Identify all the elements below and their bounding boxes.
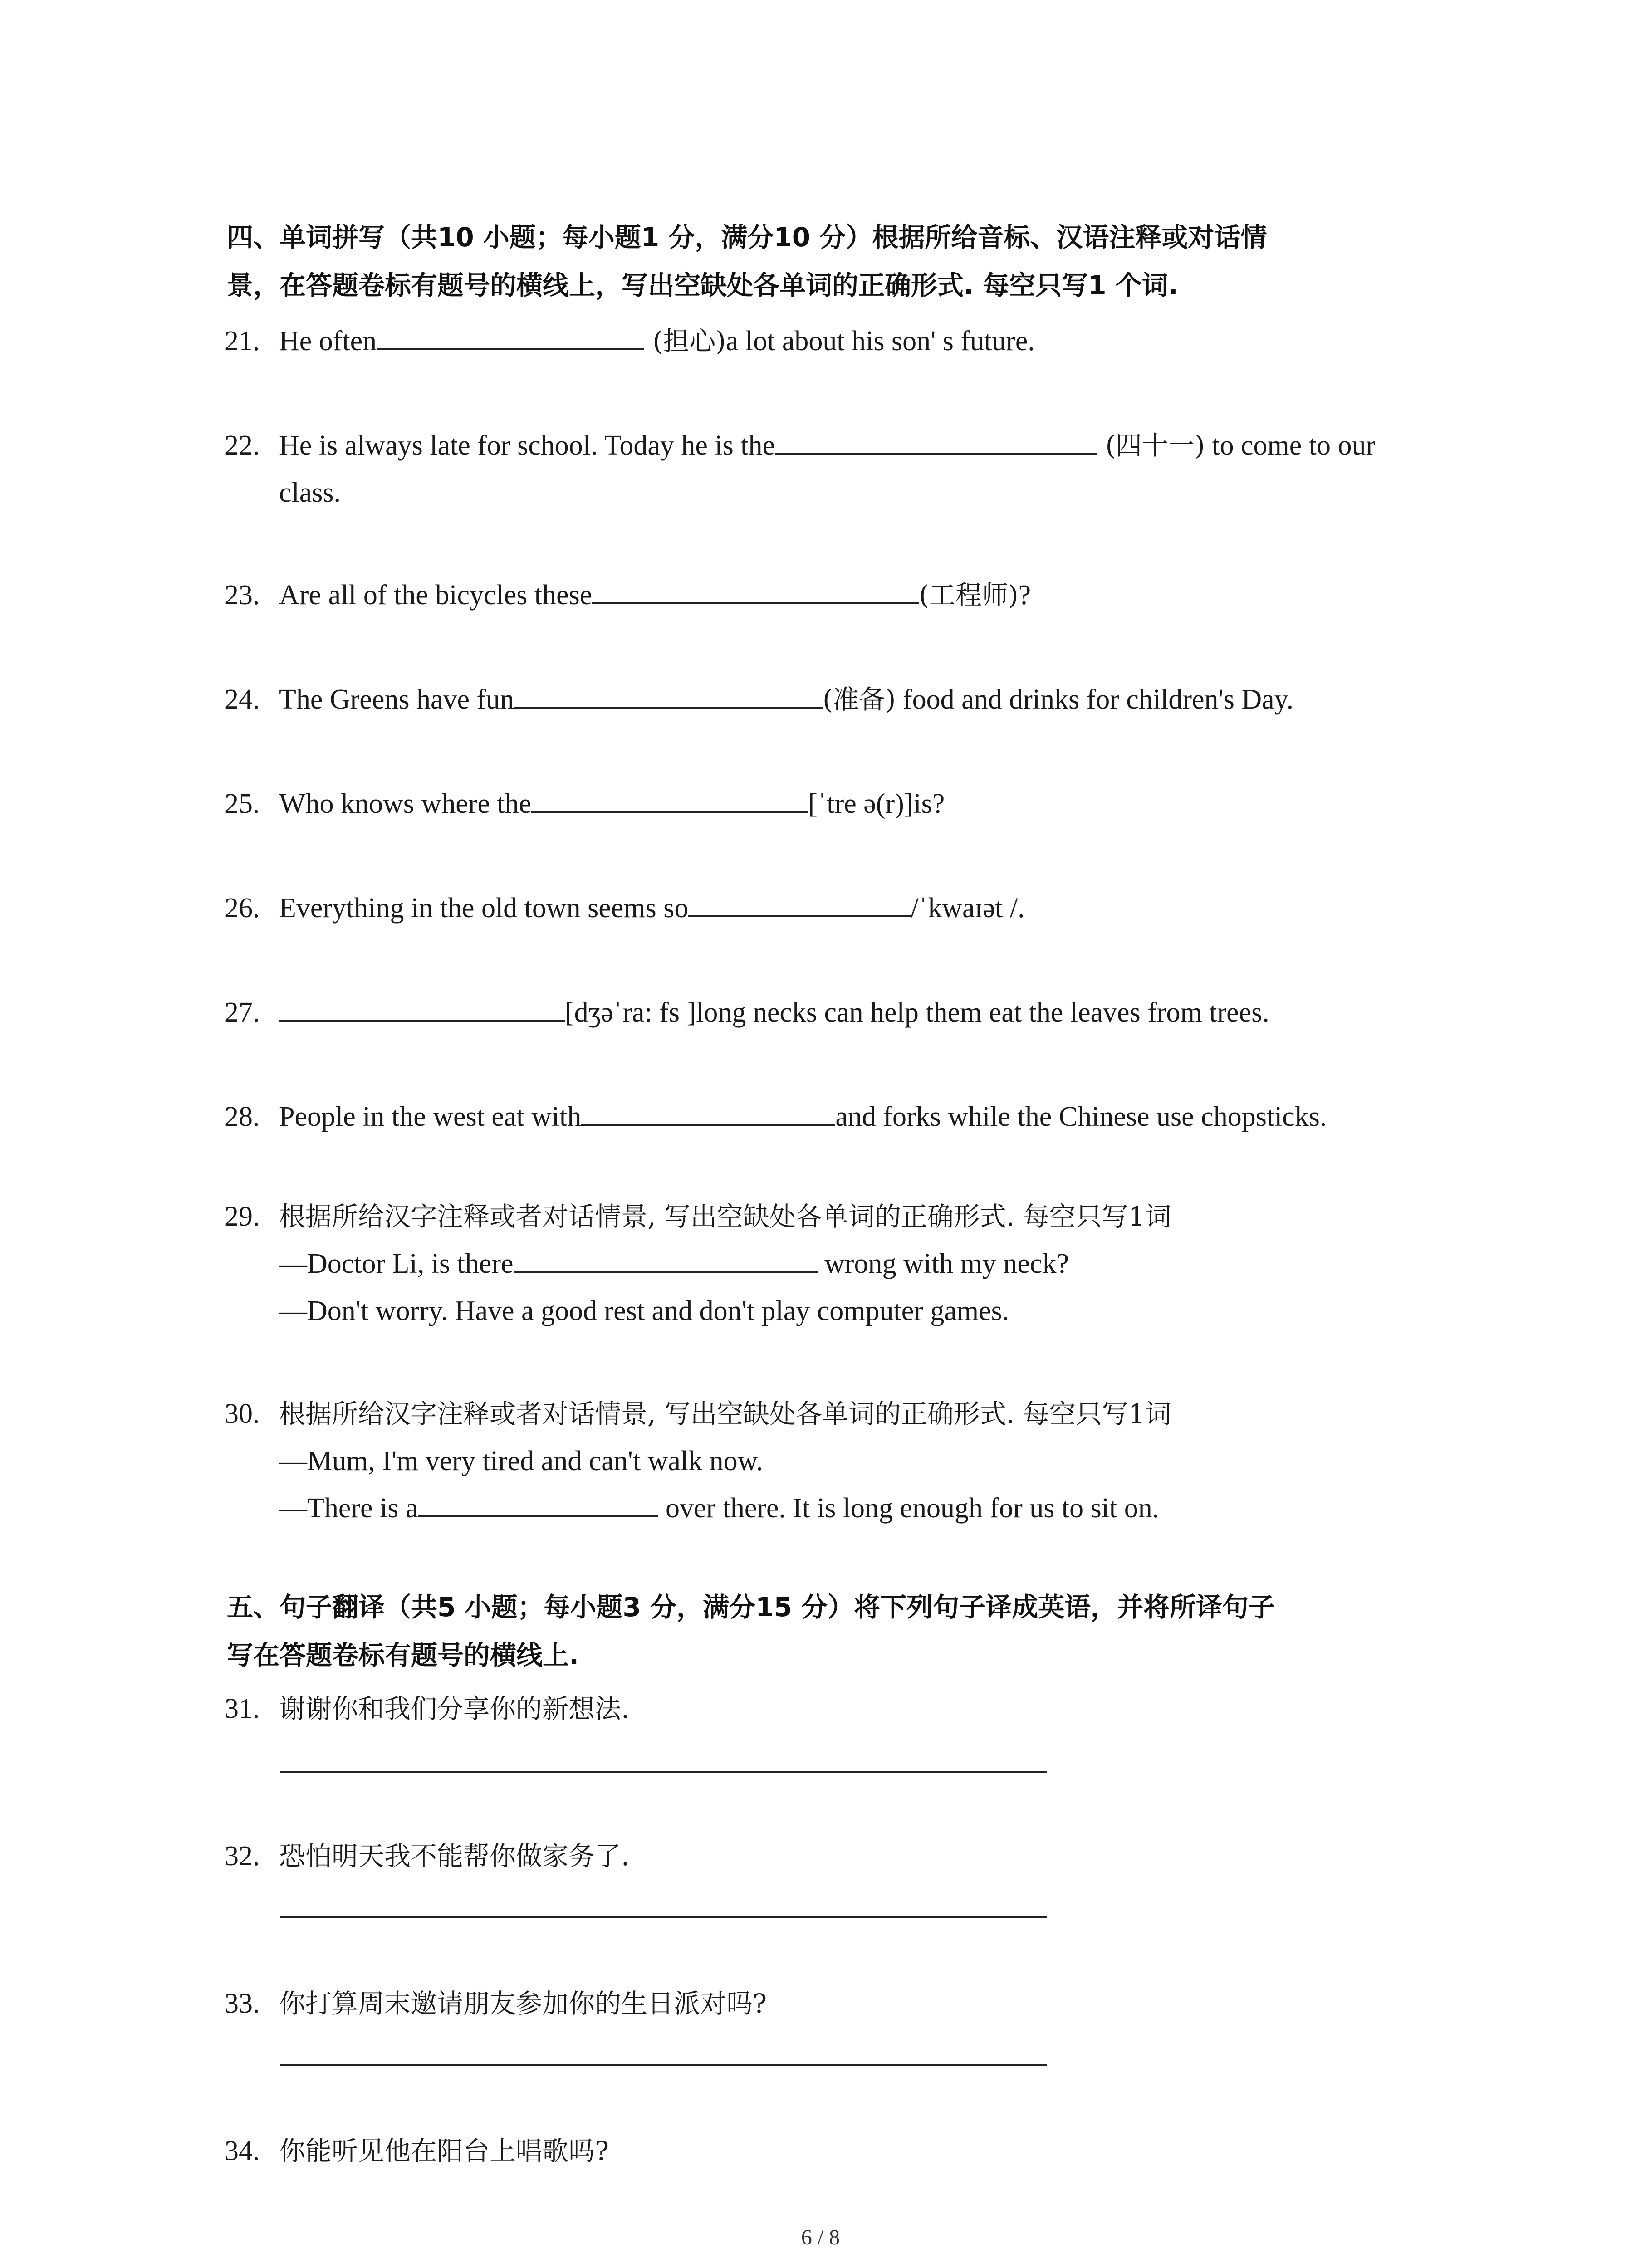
question-phonetic: [ˈtre ə(r)]is? xyxy=(808,788,945,819)
question-phonetic: /ˈkwaɪət /. xyxy=(911,893,1025,924)
answer-blank[interactable] xyxy=(514,677,823,709)
section-5-heading xyxy=(227,1583,1452,1679)
answer-blank[interactable] xyxy=(688,885,911,917)
question-text: People in the west eat with xyxy=(279,1101,582,1132)
question-34 xyxy=(225,2127,1472,2175)
question-number: 24. xyxy=(225,684,260,715)
dialogue-line: —There is a xyxy=(279,1493,418,1524)
answer-blank[interactable] xyxy=(377,318,644,350)
question-24 xyxy=(225,676,1472,723)
question-number: 34. xyxy=(225,2136,260,2166)
question-text: 谢谢你和我们分享你的新想法. xyxy=(279,1693,630,1724)
answer-line[interactable] xyxy=(280,1771,1047,1773)
question-number: 29. xyxy=(225,1201,260,1232)
question-27 xyxy=(225,989,1472,1036)
question-number: 30. xyxy=(225,1398,260,1429)
question-text: He often xyxy=(279,326,377,357)
question-number: 21. xyxy=(225,326,260,357)
answer-blank[interactable] xyxy=(514,1241,818,1273)
question-number: 22. xyxy=(225,430,260,461)
question-33 xyxy=(225,1980,1472,2027)
question-32 xyxy=(225,1833,1472,1880)
question-text: Everything in the old town seems so xyxy=(279,893,689,924)
question-23 xyxy=(225,572,1472,619)
question-number: 31. xyxy=(225,1693,260,1724)
question-26 xyxy=(225,885,1472,932)
section-5-heading-line1: 五、句子翻译（共5 小题；每小题3 分，满分15 分）将下列句子译成英语，并将所译句子 xyxy=(227,1592,1275,1623)
question-22 xyxy=(225,422,1472,516)
answer-blank[interactable] xyxy=(581,1094,835,1126)
question-number: 33. xyxy=(225,1988,260,2019)
question-number: 23. xyxy=(225,580,260,611)
question-hint: (工程师) xyxy=(919,580,1019,611)
question-number: 27. xyxy=(225,997,260,1028)
question-28 xyxy=(225,1093,1472,1140)
answer-blank[interactable] xyxy=(418,1486,658,1517)
question-text: [dʒəˈra: fs ]long necks can help them eat the leaves from trees. xyxy=(565,997,1269,1028)
answer-line[interactable] xyxy=(280,2064,1047,2066)
question-text-continued: class. xyxy=(279,477,341,508)
dialogue-line: —Doctor Li, is there xyxy=(279,1248,514,1279)
answer-blank[interactable] xyxy=(531,781,808,813)
dialogue-line: —Mum, I'm very tired and can't walk now. xyxy=(279,1446,763,1476)
question-29 xyxy=(225,1193,1472,1334)
question-instruction: 根据所给汉字注释或者对话情景, 写出空缺处各单词的正确形式. 每空只写1词 xyxy=(279,1201,1171,1232)
question-text: to come to our xyxy=(1205,430,1376,461)
question-text: ? xyxy=(1018,580,1031,611)
dialogue-line: over there. It is long enough for us to sit on. xyxy=(658,1493,1160,1524)
question-text: 你能听见他在阳台上唱歌吗? xyxy=(279,2136,609,2166)
dialogue-line: —Don't worry. Have a good rest and don't play computer games. xyxy=(279,1295,1009,1326)
answer-line[interactable] xyxy=(280,1916,1047,1918)
question-text: 你打算周末邀请朋友参加你的生日派对吗? xyxy=(279,1988,767,2019)
question-text: The Greens have fun xyxy=(279,684,514,715)
answer-blank[interactable] xyxy=(279,990,565,1022)
answer-blank[interactable] xyxy=(592,572,919,604)
section-4-heading xyxy=(227,213,1452,309)
answer-blank[interactable] xyxy=(775,423,1097,455)
page-number: 6 / 8 xyxy=(801,2225,840,2249)
section-5-heading-line2: 写在答题卷标有题号的横线上. xyxy=(227,1640,579,1671)
question-text: 恐怕明天我不能帮你做家务了. xyxy=(279,1841,630,1872)
question-text: Are all of the bicycles these xyxy=(279,580,593,611)
section-4-heading-line1: 四、单词拼写（共10 小题；每小题1 分，满分10 分）根据所给音标、汉语注释或对话情 xyxy=(227,222,1267,253)
question-text: He is always late for school. Today he is the xyxy=(279,430,775,461)
question-number: 25. xyxy=(225,788,260,819)
question-hint: (准备) xyxy=(823,684,896,715)
question-number: 32. xyxy=(225,1841,260,1872)
question-25 xyxy=(225,780,1472,827)
dialogue-line: wrong with my neck? xyxy=(817,1248,1069,1279)
question-text: food and drinks for children's Day. xyxy=(896,684,1294,715)
question-text: Who knows where the xyxy=(279,788,532,819)
question-number: 26. xyxy=(225,893,260,924)
question-number: 28. xyxy=(225,1101,260,1132)
question-hint: (四十一) xyxy=(1097,430,1205,461)
question-instruction: 根据所给汉字注释或者对话情景, 写出空缺处各单词的正确形式. 每空只写1词 xyxy=(279,1398,1171,1429)
question-text: a lot about his son' s future. xyxy=(725,326,1035,357)
question-21 xyxy=(225,318,1472,365)
question-30 xyxy=(225,1390,1472,1532)
section-4-heading-line2: 景，在答题卷标有题号的横线上，写出空缺处各单词的正确形式. 每空只写1 个词. xyxy=(227,270,1178,301)
question-text: and forks while the Chinese use chopsticks. xyxy=(835,1101,1327,1132)
question-hint: (担心) xyxy=(644,326,726,357)
question-31 xyxy=(225,1685,1472,1732)
